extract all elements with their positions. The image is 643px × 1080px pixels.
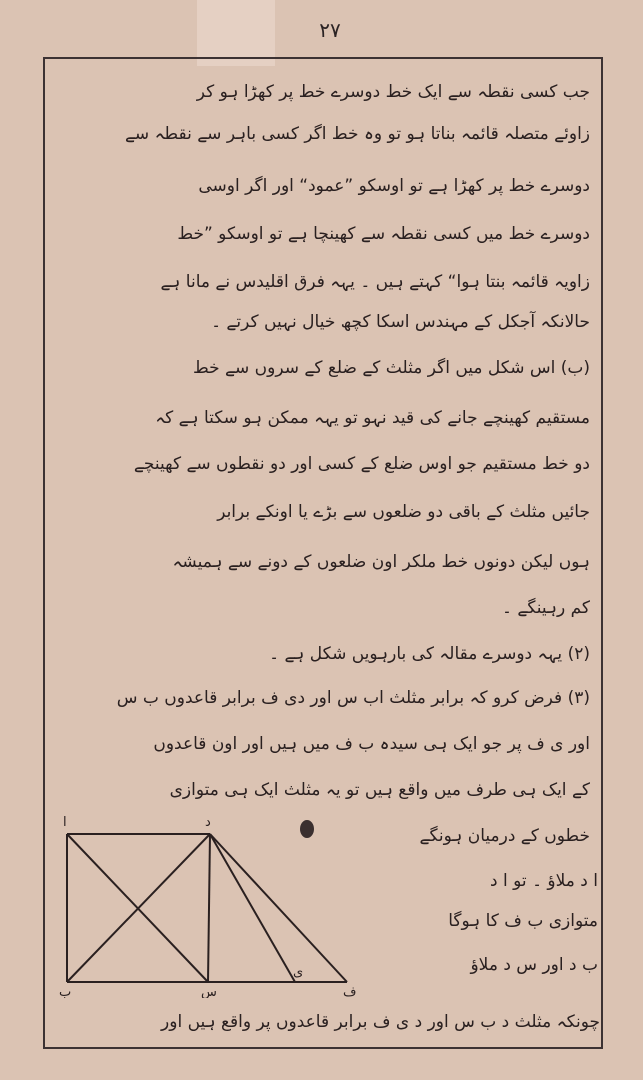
text-line: زاویہ قائمہ بنتا ہوا“ کہتے ہیں ۔ یہہ فرق اقلیدس نے مانا ہے [160,272,590,292]
page-number: ۲۷ [319,18,341,42]
text-line: (ب) اس شکل میں اگر مثلث کے ضلع کے سروں سے خط [192,358,590,378]
line-d-s [208,834,210,982]
label-b: ب [59,985,72,998]
text-line: حالانکہ آجکل کے مہندس اسکا کچھ خیال نہیں کرتے ۔ [211,312,590,332]
proof-line: ا د ملاؤ ۔ تو ا د [490,871,598,891]
text-line: (۳) فرض کرو کہ برابر مثلث اب س اور دی ف برابر قاعدوں ب س [116,688,590,708]
text-line: جائیں مثلث کے باقی دو ضلعوں سے بڑے یا اونکے برابر [217,502,590,522]
text-line: مستقیم کھینچے جانے کی قید نہو تو یہہ ممکن ہو سکتا ہے کہ [155,408,590,428]
label-s: س [201,985,217,998]
text-line: کم رہینگے ۔ [502,598,590,618]
label-y: ی [293,965,304,980]
proof-line: ب د اور س د ملاؤ [470,955,598,975]
bottom-text-line: چونکہ مثلث د ب س اور د ی ف برابر قاعدوں پر واقع ہیں اور [161,1012,600,1032]
text-line: دو خط مستقیم جو اوس ضلع کے کسی اور دو نقطوں سے کھینچے [133,454,590,474]
label-f: ف [343,985,357,998]
proof-line: متوازی ب ف کا ہوگا [448,911,598,931]
text-line: دوسرے خط میں کسی نقطہ سے کھینچا ہے تو اوسکو ”خط [177,224,590,244]
figure-svg [55,808,365,998]
text-line: کے ایک ہی طرف میں واقع ہیں تو یہ مثلث ایک ہی متوازی [169,780,590,800]
label-d: د [205,815,211,830]
text-line: ہوں لیکن دونوں خط ملکر اون ضلعوں کے دونے سے ہمیشہ [172,552,590,572]
label-a: ا [63,815,67,830]
text-line: دوسرے خط پر کھڑا ہے تو اوسکو ”عمود“ اور اگر اوسی [198,176,590,196]
text-line: خطوں کے درمیان ہونگے [419,826,590,846]
text-line: (۲) یہہ دوسرے مقالہ کی بارہویں شکل ہے ۔ [269,644,590,664]
text-line: زاوئے متصلہ قائمہ بناتا ہو تو وہ خط اگر کسی باہر سے نقطہ سے [124,124,590,144]
text-line: جب کسی نقطہ سے ایک خط دوسرے خط پر کھڑا ہو کر [196,82,590,102]
text-line: اور ی ف پر جو ایک ہی سیدہ ب ف میں ہیں اور اون قاعدوں [153,734,590,754]
geometry-figure [55,808,365,998]
line-d-f [210,834,347,982]
line-d-y [210,834,295,982]
